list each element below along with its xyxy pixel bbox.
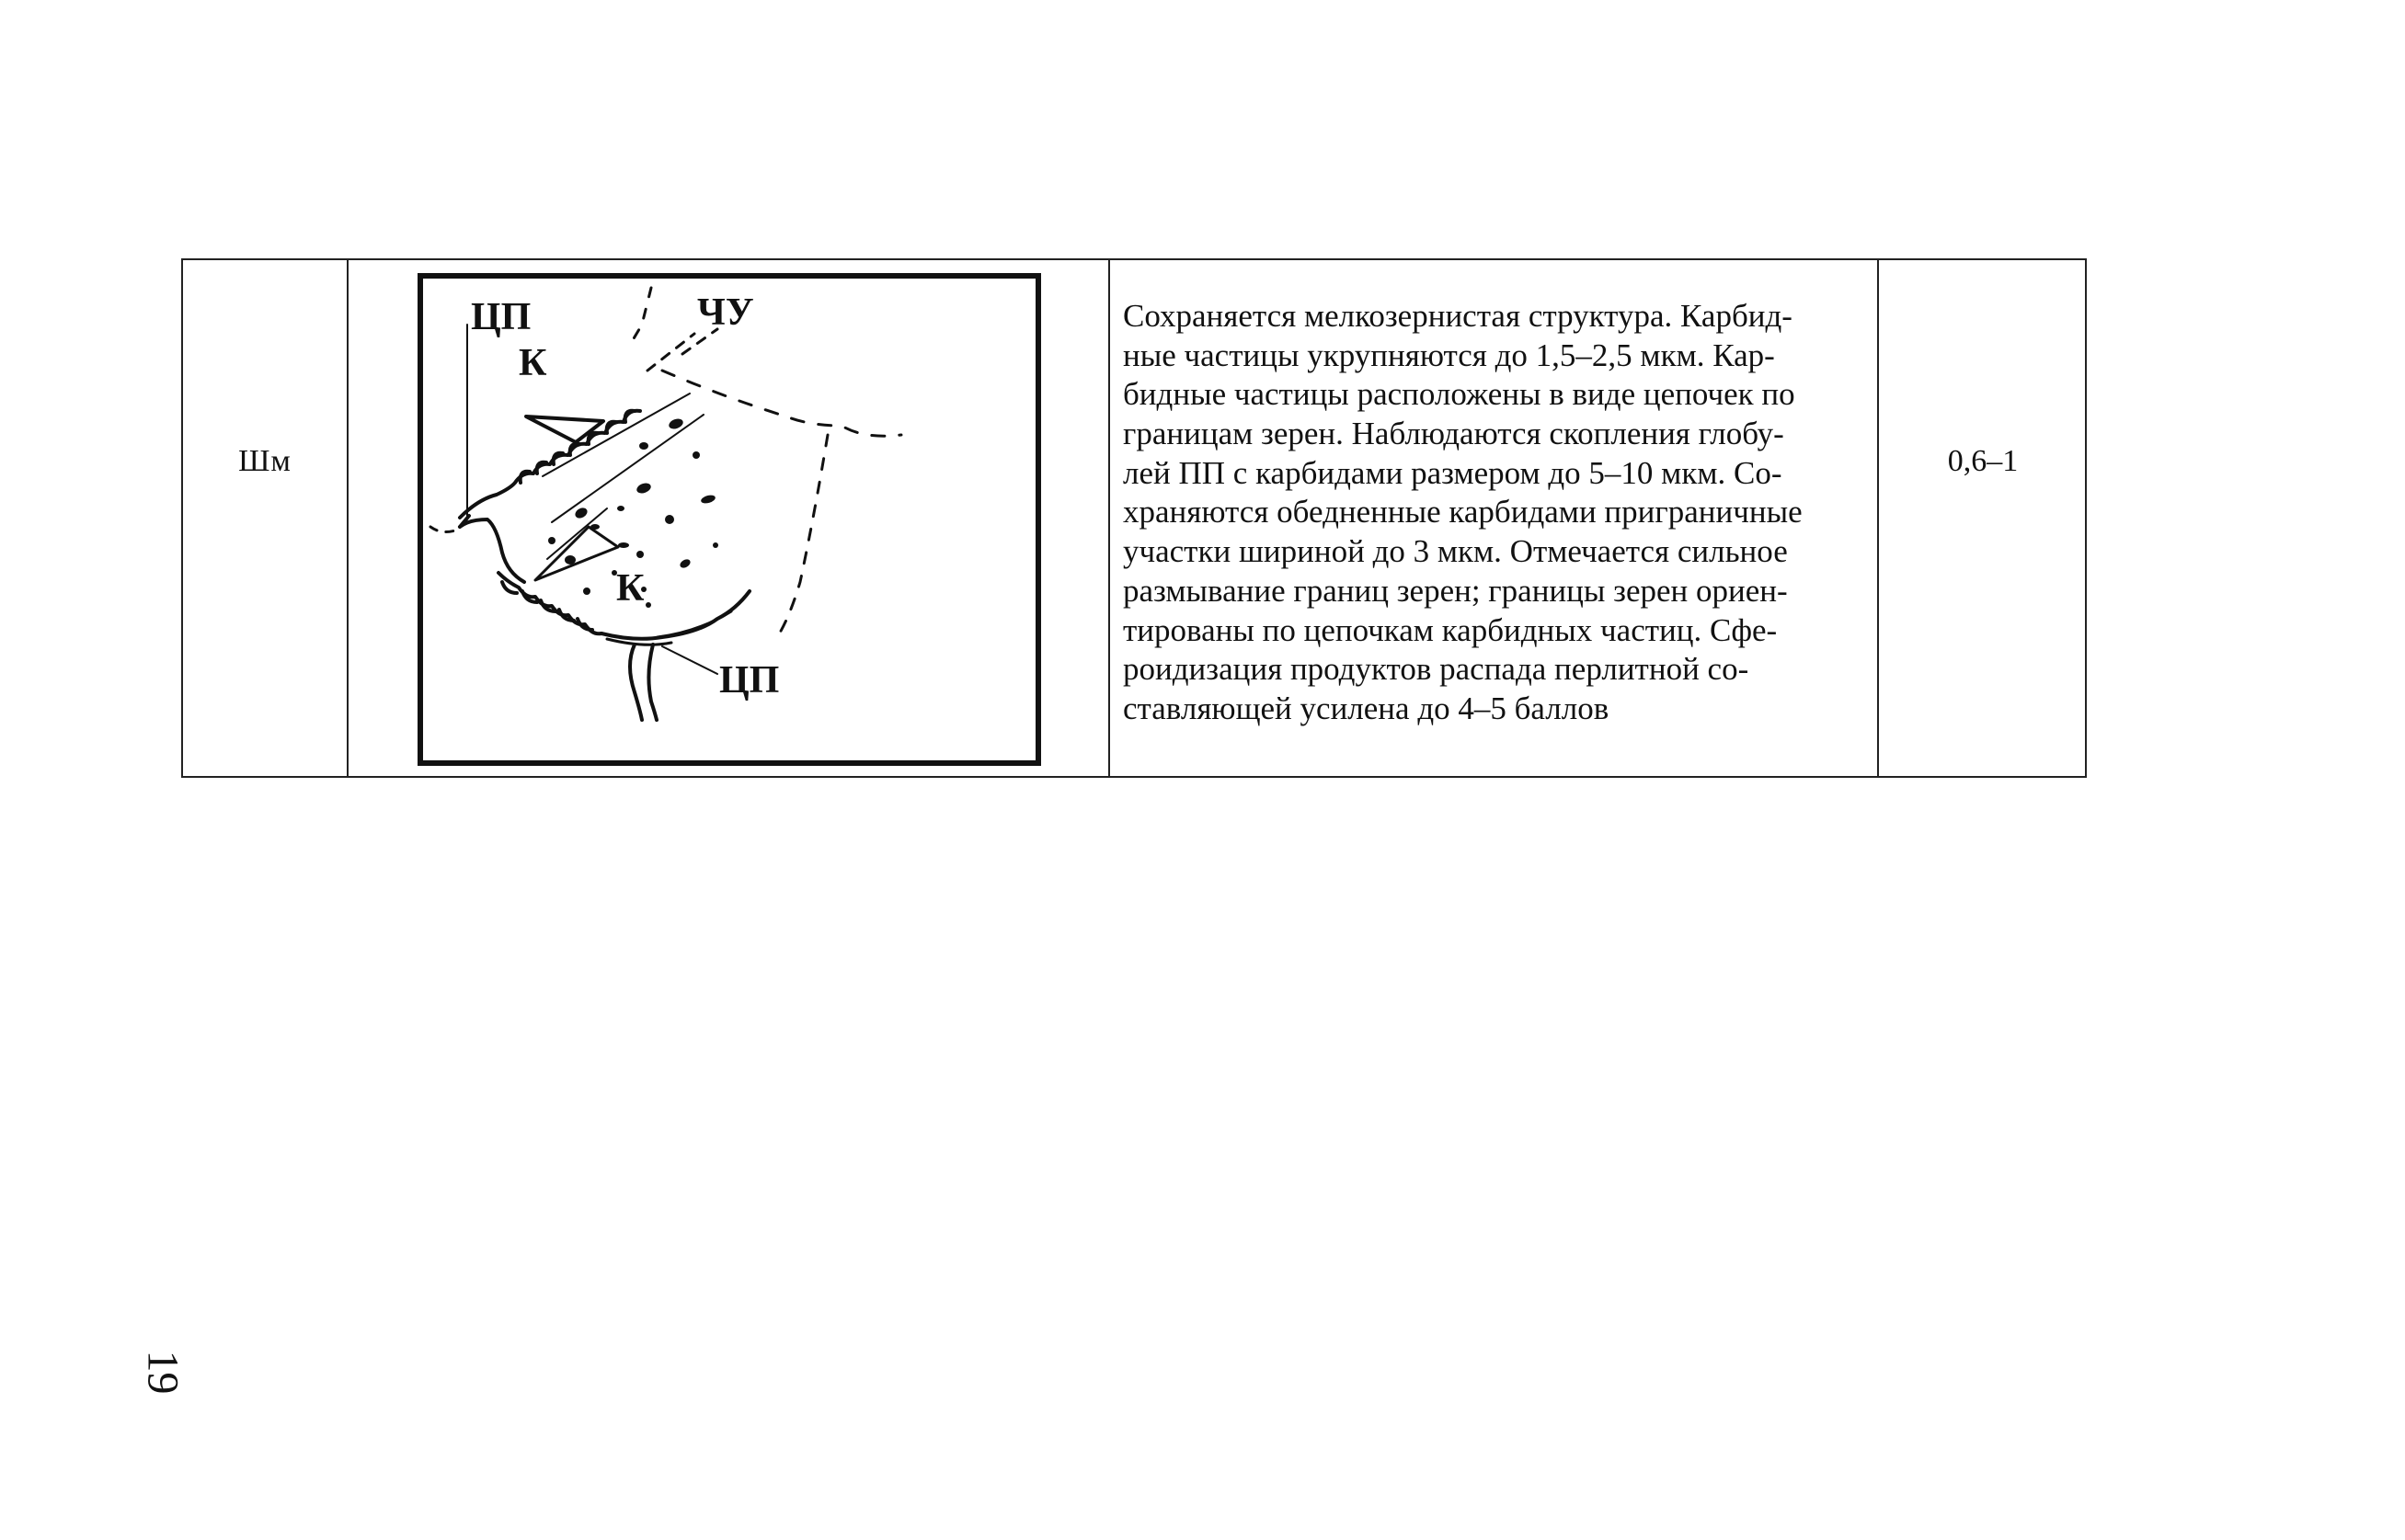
- label-k-top: К: [519, 342, 547, 384]
- microstructure-figure: [418, 273, 1041, 766]
- description-line: лей ПП с карбидами размером до 5–10 мкм. Со-: [1123, 454, 1782, 491]
- microstructure-diagram: [423, 279, 1036, 760]
- carbide-chain-lower: [498, 573, 601, 633]
- description-line: храняются обедненные карбидами приграничные: [1123, 494, 1803, 530]
- grain-boundary-dashed-edge: [777, 435, 828, 637]
- mark-text: Шм: [238, 444, 292, 478]
- label-cp-bottom: ЦП: [719, 659, 780, 702]
- description-line: ставляющей усилена до 4–5 баллов: [1123, 690, 1609, 726]
- grain-boundary-dashed-arc: [647, 329, 717, 371]
- value-text: 0,6–1: [1947, 444, 2019, 478]
- carbide-chain-upper: [460, 411, 640, 518]
- description-line: тированы по цепочкам карбидных частиц. Сфе-: [1123, 611, 1778, 648]
- description-text: [1123, 297, 1877, 729]
- label-k-mid: К: [616, 567, 645, 610]
- description-line: границам зерен. Наблюдаются скопления глобу-: [1123, 416, 1784, 452]
- description-line: роидизация продуктов распада перлитной со-: [1123, 651, 1749, 688]
- description-line: бидные частицы расположены в виде цепочек по: [1123, 376, 1795, 413]
- cp-boundary-left: [460, 519, 524, 582]
- page-number: 19: [138, 1350, 188, 1395]
- description-cell: [1110, 260, 1879, 776]
- description-line: Сохраняется мелкозернистая структура. Карбид-: [1123, 298, 1792, 334]
- description-line: размывание границ зерен; границы зерен ориен-: [1123, 572, 1788, 609]
- value-cell: [1879, 260, 2087, 776]
- label-chu: ЧУ: [697, 291, 754, 334]
- grain-boundary-dashed-top: [630, 288, 651, 345]
- grain-boundary-dashed-left: [430, 527, 460, 532]
- mark-cell: [183, 260, 349, 776]
- label-cp-top: ЦП: [471, 296, 532, 338]
- figure-cell: [349, 260, 1110, 776]
- description-line: участки шириной до 3 мкм. Отмечается сильное: [1123, 533, 1788, 570]
- grain-boundary-dashed-right: [662, 371, 901, 436]
- description-line: ные частицы укрупняются до 1,5–2,5 мкм. Кар-: [1123, 337, 1775, 373]
- table-row: [181, 258, 2087, 778]
- cp-pointer-bottom: [662, 646, 717, 674]
